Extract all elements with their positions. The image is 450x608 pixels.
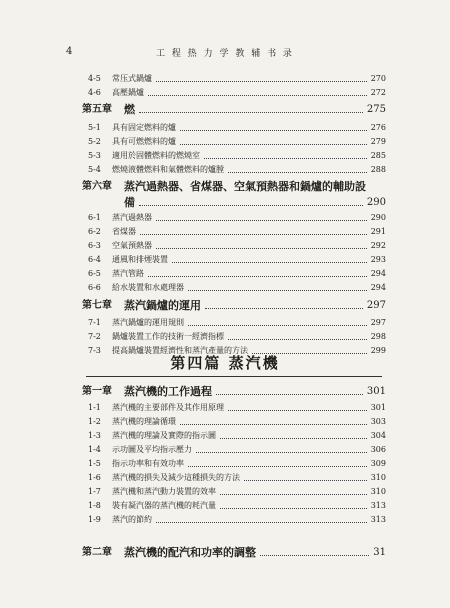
chapter-title: 燃 [124,103,135,116]
section-number: 6-4 [88,255,101,264]
leader-dots [140,225,367,235]
toc-section-row [0,316,450,330]
section-title: 示功圖及平均指示壓力 [112,445,192,454]
page-reference: 275 [366,104,386,115]
section-title: 蒸汽管路 [112,269,144,278]
section-number: 4-6 [88,88,101,97]
section-number: 7-3 [88,346,101,355]
toc-chapter-row [0,299,450,313]
section-number: 1-3 [88,431,101,440]
toc-section-row [0,330,450,344]
leader-dots [188,316,367,326]
leader-dots [220,429,367,439]
section-number: 5-3 [88,151,101,160]
page-reference: 31 [373,547,386,558]
section-number: 1-6 [88,473,101,482]
section-number: 5-1 [88,123,101,132]
page-reference: 313 [370,501,386,510]
section-number: 6-5 [88,269,101,278]
leader-dots [180,121,367,131]
toc-section-row [0,499,450,513]
leader-dots [156,239,367,249]
toc-section-row [0,443,450,457]
section-number: 6-1 [88,213,101,222]
leader-dots [156,211,367,221]
section-title: 給水裝置和水處理器 [112,283,184,292]
section-number: 4-5 [88,74,101,83]
section-title: 具有固定燃料的爐 [112,123,176,132]
chapter-label: 第五章 [82,104,112,115]
page-reference: 294 [370,283,386,292]
section-number: 6-3 [88,241,101,250]
page-reference: 270 [370,74,386,83]
page-reference: 313 [370,515,386,524]
leader-dots [204,149,367,159]
toc-chapter-row [0,180,450,209]
leader-dots [196,443,367,453]
section-title: 蒸汽的節約 [112,515,152,524]
toc-section-row [0,485,450,499]
section-number: 7-2 [88,332,101,341]
page-reference: 288 [370,165,386,174]
section-title: 蒸汽機的主要部件及其作用原理 [112,403,224,412]
part-rule [86,376,382,377]
leader-dots [228,401,367,411]
page-reference: 303 [370,417,386,426]
chapter-title: 蒸汽機的配汽和功率的調整 [124,546,256,559]
leader-dots [148,267,367,277]
section-number: 5-4 [88,165,101,174]
section-number: 1-8 [88,501,101,510]
section-number: 5-2 [88,137,101,146]
leader-dots [180,415,367,425]
page-reference: 301 [370,403,386,412]
toc-section-row [0,72,450,86]
leader-dots [156,72,367,82]
section-title: 常压式鍋爐 [112,74,152,83]
leader-dots [220,499,367,509]
leader-dots [172,253,367,263]
chapter-label: 第六章 [82,181,112,192]
page-reference: 297 [366,300,386,311]
page-reference: 306 [370,445,386,454]
page-reference: 301 [366,386,386,397]
section-number: 1-2 [88,417,101,426]
section-title: 蒸汽機和蒸汽動力裝置的效率 [112,487,216,496]
section-title: 提高鍋爐裝置經濟性和蒸汽產量的方法 [112,346,248,355]
section-number: 6-2 [88,227,101,236]
page-reference: 310 [370,487,386,496]
section-number: 1-9 [88,515,101,524]
part-heading: 第四篇 蒸汽機 [170,354,280,372]
leader-dots [156,513,367,523]
toc-chapter-row [0,103,450,117]
toc-section-row [0,149,450,163]
toc-section-row [0,267,450,281]
leader-dots [139,103,363,113]
page-reference: 290 [366,197,386,208]
leader-dots [180,135,367,145]
page-reference: 309 [370,459,386,468]
chapter-label: 第七章 [82,300,112,311]
page-number: 4 [66,46,73,57]
section-number: 1-4 [88,445,101,454]
leader-dots [244,471,367,481]
section-title: 蒸汽過熱器 [112,213,152,222]
page-reference: 272 [370,88,386,97]
toc-chapter-row [0,546,450,560]
section-number: 1-5 [88,459,101,468]
leader-dots [148,86,367,96]
leader-dots [188,457,367,467]
chapter-title: 蒸汽過熱器、省煤器、空氣預熱器和鍋爐的輔助設 [124,180,366,193]
toc-section-row [0,211,450,225]
chapter-label: 第一章 [82,386,112,397]
section-title: 空氣預熱器 [112,241,152,250]
section-title: 蒸汽機的損失及減少這種損失的方法 [112,473,240,482]
section-number: 1-1 [88,403,101,412]
section-title: 高壓鍋爐 [112,88,144,97]
toc-section-row [0,225,450,239]
toc-section-row [0,401,450,415]
leader-dots [228,163,367,173]
section-title: 適用於固體燃料的燃燒室 [112,151,200,160]
section-number: 6-6 [88,283,101,292]
toc-section-row [0,513,450,527]
leader-dots [205,299,363,309]
page-reference: 276 [370,123,386,132]
section-title: 燃燒液體燃料和氣體燃料的爐膛 [112,165,224,174]
page-reference: 293 [370,255,386,264]
chapter-title: 蒸汽機的工作過程 [124,385,212,398]
toc-section-row [0,471,450,485]
page-reference: 304 [370,431,386,440]
toc-section-row [0,281,450,295]
leader-dots [228,330,367,340]
chapter-title: 蒸汽鍋爐的運用 [124,299,201,312]
toc-chapter-row [0,385,450,399]
page-reference: 294 [370,269,386,278]
page-reference: 298 [370,332,386,341]
section-title: 鍋爐裝置工作的技術一經濟指標 [112,332,224,341]
section-title: 省煤器 [112,227,136,236]
section-title: 蒸汽機的理論及實際的指示圖 [112,431,216,440]
page-reference: 292 [370,241,386,250]
leader-dots [220,485,367,495]
toc-section-row [0,429,450,443]
toc-section-row [0,415,450,429]
page-reference: 279 [370,137,386,146]
leader-dots [188,281,367,291]
toc-section-row [0,239,450,253]
section-number: 1-7 [88,487,101,496]
toc-section-row [0,135,450,149]
chapter-label: 第二章 [82,547,112,558]
page-reference: 290 [370,213,386,222]
toc-section-row [0,121,450,135]
chapter-title-continued: 備 [124,196,135,209]
page-reference: 299 [370,346,386,355]
leader-dots [260,546,369,556]
section-title: 蒸汽鍋爐的運用規則 [112,318,184,327]
toc-section-row [0,86,450,100]
leader-dots [216,385,363,395]
leader-dots [139,196,363,206]
page-reference: 285 [370,151,386,160]
section-title: 指示功率和有效功率 [112,459,184,468]
section-title: 蒸汽機的理論循環 [112,417,176,426]
section-title: 具有可燃燃料的爐 [112,137,176,146]
section-title: 裝有凝汽器的蒸汽機的耗汽量 [112,501,216,510]
toc-section-row [0,253,450,267]
section-title: 通風和排煙裝置 [112,255,168,264]
toc-section-row [0,163,450,177]
running-head: 工 程 热 力 学 教 辅 书 录 [156,49,294,59]
page-reference: 310 [370,473,386,482]
page-reference: 291 [370,227,386,236]
section-number: 7-1 [88,318,101,327]
page-reference: 297 [370,318,386,327]
toc-section-row [0,457,450,471]
